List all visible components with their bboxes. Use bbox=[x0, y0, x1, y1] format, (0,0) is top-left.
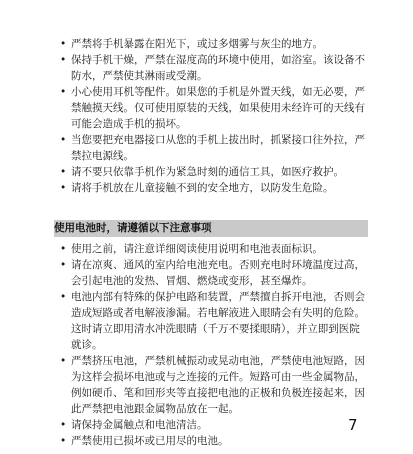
list-item bbox=[54, 84, 368, 132]
document-page bbox=[54, 36, 368, 449]
bullet-dot: • bbox=[60, 166, 67, 178]
list-item bbox=[54, 36, 368, 52]
page-number: 7 bbox=[348, 416, 358, 434]
phone-safety-section bbox=[54, 36, 368, 196]
list-item bbox=[54, 289, 368, 353]
list-item-text: 请将手机放在儿童接触不到的安全地方，以防发生危险。 bbox=[71, 182, 334, 194]
list-item bbox=[54, 417, 368, 433]
list-item bbox=[54, 241, 368, 257]
bullet-dot: • bbox=[60, 182, 67, 194]
list-item bbox=[54, 180, 368, 196]
bullet-dot: • bbox=[60, 419, 67, 431]
bullet-dot: • bbox=[60, 86, 67, 98]
list-item bbox=[54, 52, 368, 84]
bullet-dot: • bbox=[60, 291, 67, 303]
bullet-dot: • bbox=[60, 134, 67, 146]
list-item-text: 请保持金属触点和电池清洁。 bbox=[71, 419, 208, 431]
list-item bbox=[54, 164, 368, 180]
list-item-text: 使用之前，请注意详细阅读使用说明和电池表面标识。 bbox=[71, 243, 323, 255]
bullet-dot: • bbox=[60, 38, 67, 50]
battery-safety-section bbox=[54, 241, 368, 449]
bullet-dot: • bbox=[60, 355, 67, 367]
list-item-text: 严禁将手机暴露在阳光下，或过多烟雾与灰尘的地方。 bbox=[71, 38, 323, 50]
list-item-text: 请在凉爽、通风的室内给电池充电。否则充电时环境温度过高，会引起电池的发热、冒烟、燃烧或变形，甚至爆炸。 bbox=[71, 259, 365, 287]
list-item bbox=[54, 257, 368, 289]
list-item-text: 电池内部有特殊的保护电路和装置，严禁擅自拆开电池，否则会造成短路或者电解液渗漏。若电解液进入眼睛会有失明的危险。这时请立即用清水冲洗眼睛（千万不要揉眼睛），并立即到医院就诊。 bbox=[71, 291, 365, 351]
list-item-text: 请不要只依靠手机作为紧急时刻的通信工具，如医疗救护。 bbox=[71, 166, 344, 178]
list-item bbox=[54, 132, 368, 164]
list-item-text: 严禁使用已损坏或已用尽的电池。 bbox=[71, 435, 229, 447]
bullet-dot: • bbox=[60, 243, 67, 255]
bullet-dot: • bbox=[60, 54, 67, 66]
bullet-dot: • bbox=[60, 259, 67, 271]
list-item-text: 小心使用耳机等配件。如果您的手机是外置天线，如无必要，严禁触摸天线。仅可使用原装的天线，如果使用未经许可的天线有可能会造成手机的损坏。 bbox=[71, 86, 365, 130]
list-item-text: 严禁挤压电池，严禁机械振动或晃动电池，严禁使电池短路，因为这样会损坏电池或与之连接的元件。短路可由一些金属物品，例如硬币、笔和回形夹等直接把电池的正极和负极连接起来，因此严禁把电池跟金属物品放在一起。 bbox=[71, 355, 365, 415]
list-item bbox=[54, 433, 368, 449]
list-item bbox=[54, 353, 368, 417]
bullet-dot: • bbox=[60, 435, 67, 447]
battery-heading-bar bbox=[54, 220, 368, 237]
section-heading: 使用电池时，请遵循以下注意事项 bbox=[54, 220, 368, 237]
list-item-text: 保持手机干燥，严禁在湿度高的环境中使用，如浴室。该设备不防水，严禁使其淋雨或受潮。 bbox=[71, 54, 365, 82]
list-item-text: 当您要把充电器接口从您的手机上拔出时，抓紧接口往外拉，严禁拉电源线。 bbox=[71, 134, 365, 162]
